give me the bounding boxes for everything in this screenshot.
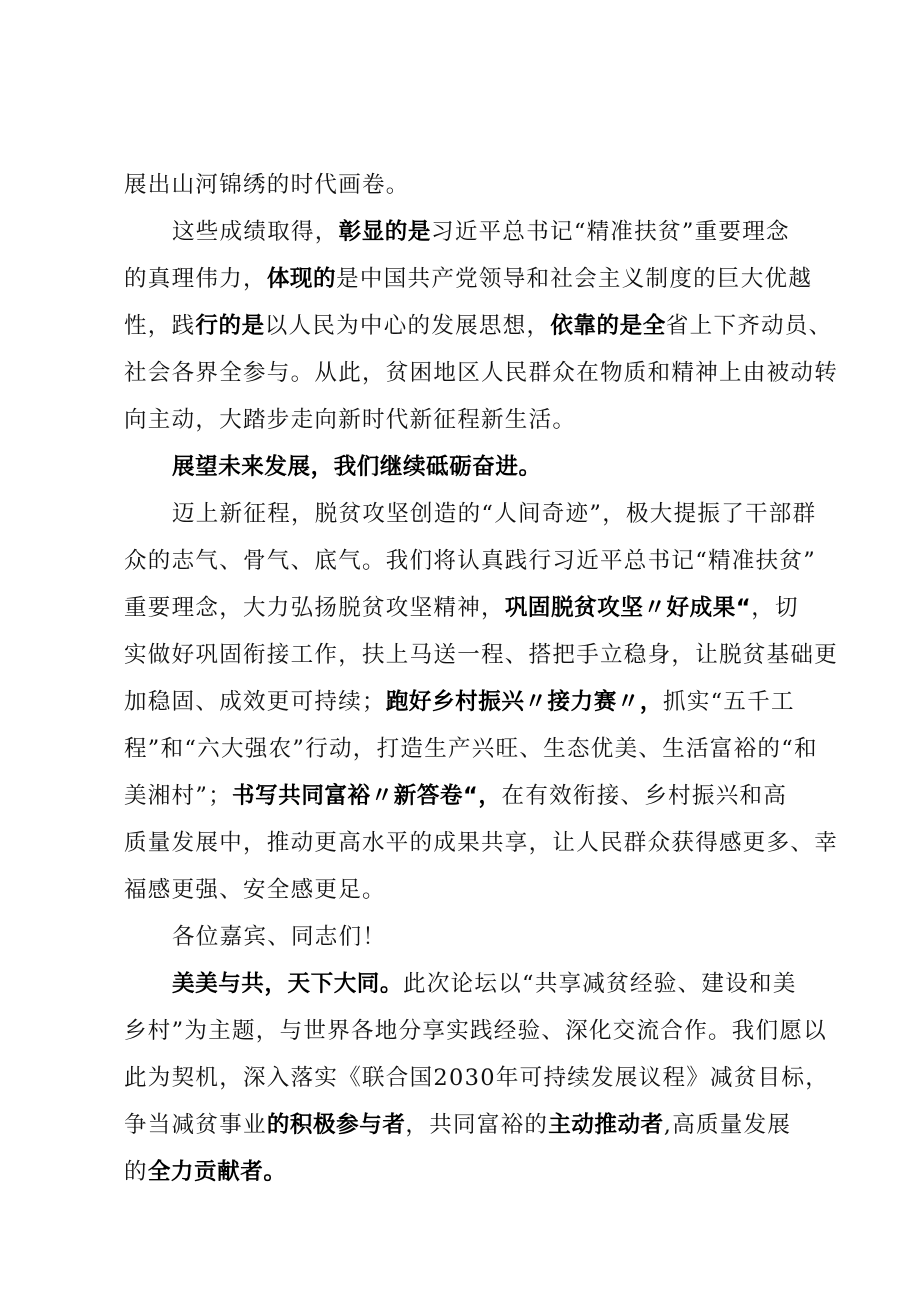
text-line: 众的志气、骨气、底气。我们将认真践行习近平总书记“精准扶贫” [124, 548, 817, 574]
bold-phrase: 依靠的是全 [550, 313, 666, 339]
text-line: 重要理念，大力弘扬脱贫攻坚精神，巩固脱贫攻坚〃好成果“，切 [124, 595, 799, 621]
text-line: 向主动，大踏步走向新时代新征程新生活。 [124, 407, 577, 433]
text-line: 程”和“六大强农”行动，打造生产兴旺、生态优美、生活富裕的“和 [124, 736, 818, 762]
text-line: 加稳固、成效更可持续；跑好乡村振兴〃接力赛〃，抓实“五千工 [124, 689, 795, 715]
text-line: 的真理伟力，体现的是中国共产党领导和社会主义制度的巨大优越 [124, 266, 813, 292]
bold-phrase: 主动推动者 [548, 1112, 664, 1138]
text-line: 各位嘉宾、同志们！ [172, 924, 387, 950]
text-line: 迈上新征程，脱贫攻坚创造的“人间奇迹”，极大提振了干部群 [172, 501, 817, 527]
text-line: 这些成绩取得，彰显的是习近平总书记“精准扶贫”重要理念 [172, 219, 790, 245]
bold-phrase: 全力贡献者。 [147, 1159, 287, 1185]
section-heading: 展望未来发展，我们继续砥砺奋进。 [172, 454, 542, 480]
bold-phrase: 跑好乡村振兴〃接力赛〃， [385, 689, 664, 715]
text-line: 展出山河锦绣的时代画卷。 [124, 172, 410, 198]
text-line: 质量发展中，推动更高水平的成果共享，让人民群众获得感更多、幸 [124, 830, 839, 856]
text-line: 社会各界全参与。从此，贫困地区人民群众在物质和精神上由被动转 [124, 360, 839, 386]
bold-phrase: 的积极参与者 [266, 1112, 406, 1138]
bold-phrase: 彰显的是 [338, 219, 432, 245]
text-line: 福感更强、安全感更足。 [124, 877, 386, 903]
text-line: 性，践行的是以人民为中心的发展思想，依靠的是全省上下齐动员、 [124, 313, 833, 339]
bold-phrase: 体现的 [266, 266, 337, 292]
text-line: 此为契机，深入落实《联合国2030年可持续发展议程》减贫目标， [124, 1065, 830, 1091]
text-line: 美湘村”；书写共同富裕〃新答卷“，在有效衔接、乡村振兴和高 [124, 783, 788, 809]
text-line: 争当减贫事业的积极参与者，共同富裕的主动推动者,高质量发展 [124, 1112, 792, 1138]
bold-phrase: 美美与共，天下大同。 [172, 971, 404, 997]
text-line: 实做好巩固衔接工作，扶上马送一程、搭把手立稳身，让脱贫基础更 [124, 642, 839, 668]
bold-phrase: 行的是 [195, 313, 265, 339]
text-line: 乡村”为主题，与世界各地分享实践经验、深化交流合作。我们愿以 [124, 1018, 828, 1044]
text-line: 美美与共，天下大同。此次论坛以“共享减贫经验、建设和美 [172, 971, 797, 997]
text-line: 的全力贡献者。 [124, 1159, 287, 1185]
bold-phrase: 书写共同富裕〃新答卷“， [232, 783, 502, 809]
bold-phrase: 巩固脱贫攻坚〃好成果“ [504, 595, 752, 621]
